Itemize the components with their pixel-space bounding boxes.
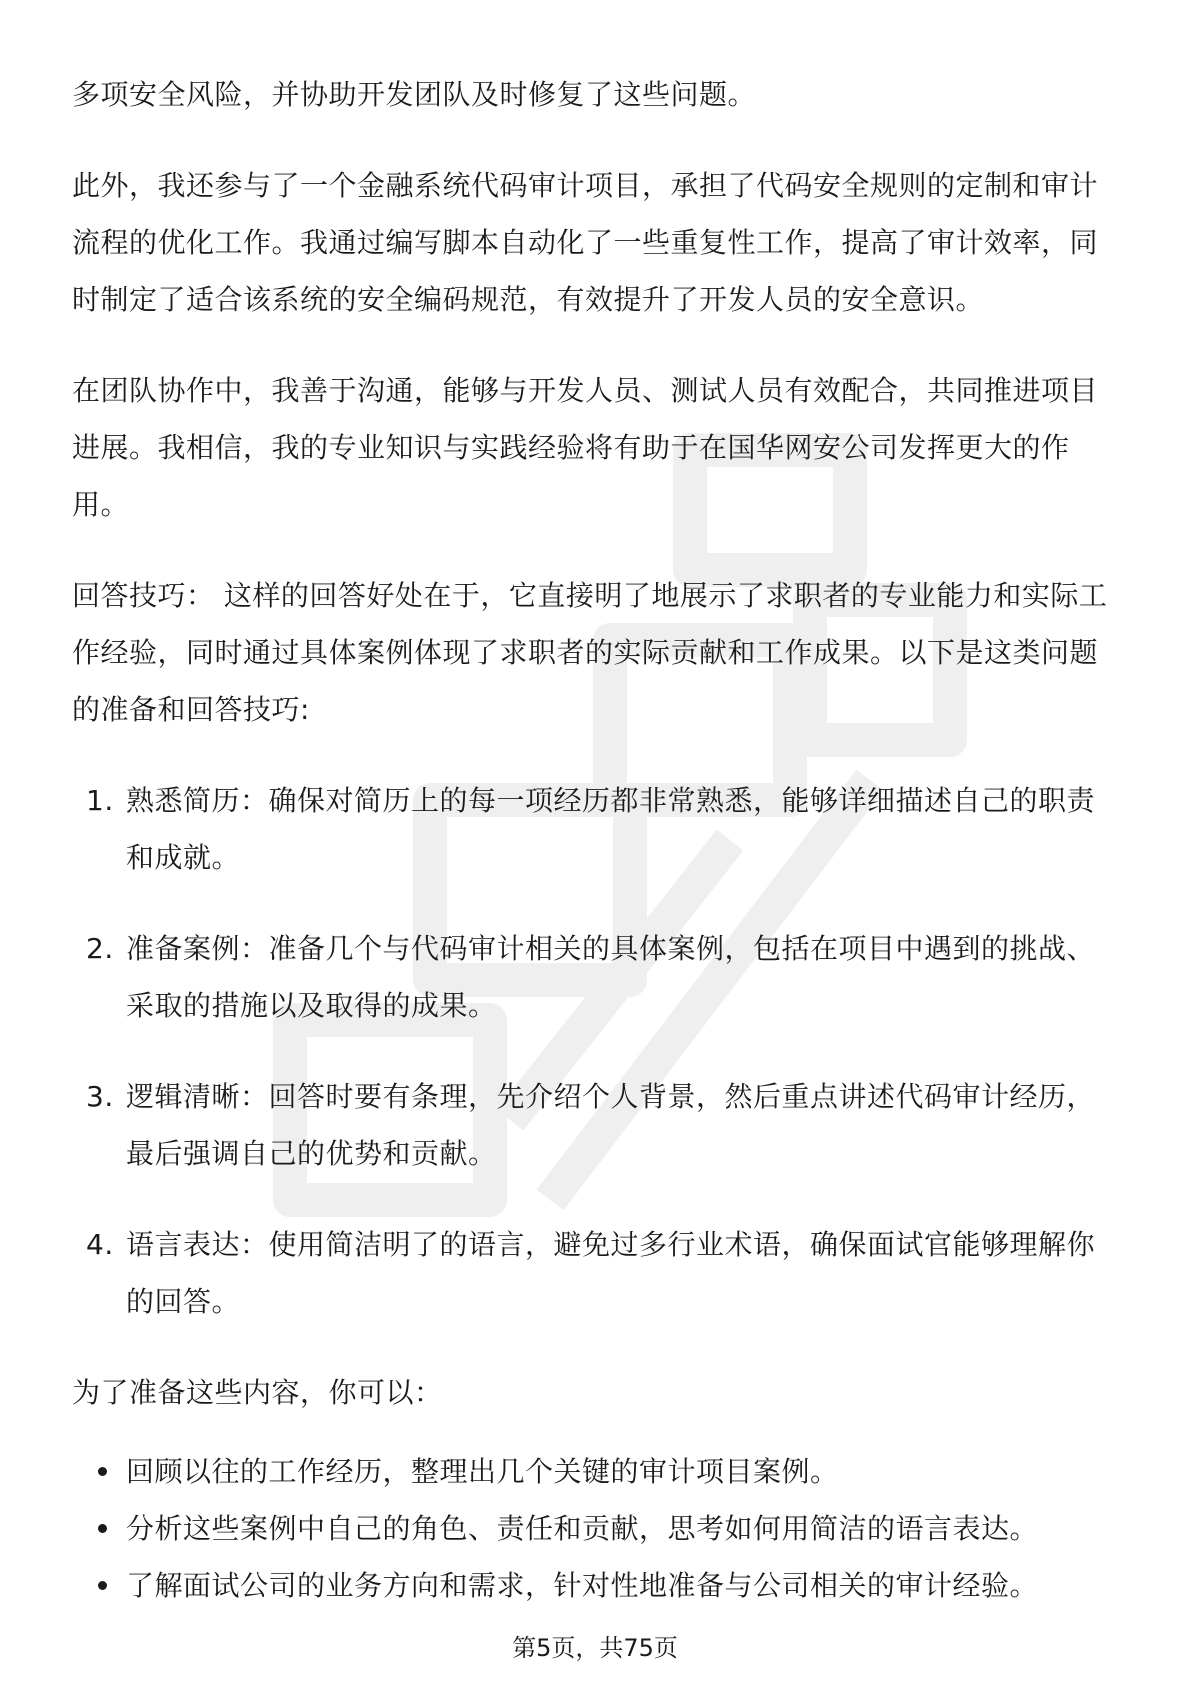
list-number: 2. xyxy=(86,932,114,965)
tips-list xyxy=(72,772,1118,1330)
prep-list-item xyxy=(72,1500,1118,1557)
tips-item-text: 逻辑清晰：回答时要有条理，先介绍个人背景，然后重点讲述代码审计经历，最后强调自己的优势和贡献。 xyxy=(126,1080,1096,1170)
prep-item-text: 了解面试公司的业务方向和需求，针对性地准备与公司相关的审计经验。 xyxy=(126,1569,1039,1602)
paragraph-teamwork: 在团队协作中，我善于沟通，能够与开发人员、测试人员有效配合，共同推进项目进展。我相信，我的专业知识与实践经验将有助于在国华网安公司发挥更大的作用。 xyxy=(72,374,1099,521)
tips-item xyxy=(72,920,1118,1034)
bullet-icon xyxy=(98,1581,107,1590)
prep-item-text: 回顾以往的工作经历，整理出几个关键的审计项目案例。 xyxy=(126,1455,839,1488)
tips-item-text: 语言表达：使用简洁明了的语言，避免过多行业术语，确保面试官能够理解你的回答。 xyxy=(126,1228,1096,1318)
prep-list-item xyxy=(72,1443,1118,1500)
paragraph-answer-tips: 回答技巧： 这样的回答好处在于，它直接明了地展示了求职者的专业能力和实际工作经验，同时通过具体案例体现了求职者的实际贡献和工作成果。以下是这类问题的准备和回答技巧: xyxy=(72,579,1108,726)
paragraph-finance-audit: 此外，我还参与了一个金融系统代码审计项目，承担了代码安全规则的定制和审计流程的优化工作。我通过编写脚本自动化了一些重复性工作，提高了审计效率，同时制定了适合该系统的安全编码规范，有效提升了开发人员的安全意识。 xyxy=(72,169,1099,316)
tips-item xyxy=(72,1068,1118,1182)
paragraph-risk-fix: 多项安全风险，并协助开发团队及时修复了这些问题。 xyxy=(72,78,757,111)
prep-list xyxy=(72,1443,1118,1614)
prep-intro: 为了准备这些内容，你可以： xyxy=(72,1376,443,1409)
list-number: 1. xyxy=(86,784,114,817)
list-number: 3. xyxy=(86,1080,114,1113)
bullet-icon xyxy=(98,1524,107,1533)
main-content xyxy=(72,66,1118,1614)
list-number: 4. xyxy=(86,1228,114,1261)
prep-item-text: 分析这些案例中自己的角色、责任和贡献，思考如何用简洁的语言表达。 xyxy=(126,1512,1039,1545)
tips-item xyxy=(72,772,1118,886)
bullet-icon xyxy=(98,1467,107,1476)
tips-item-text: 熟悉简历：确保对简历上的每一项经历都非常熟悉，能够详细描述自己的职责和成就。 xyxy=(126,784,1096,874)
tips-item xyxy=(72,1216,1118,1330)
prep-list-item xyxy=(72,1557,1118,1614)
tips-item-text: 准备案例：准备几个与代码审计相关的具体案例，包括在项目中遇到的挑战、采取的措施以及取得的成果。 xyxy=(126,932,1096,1022)
page-footer: 第5页，共75页 xyxy=(512,1634,678,1662)
